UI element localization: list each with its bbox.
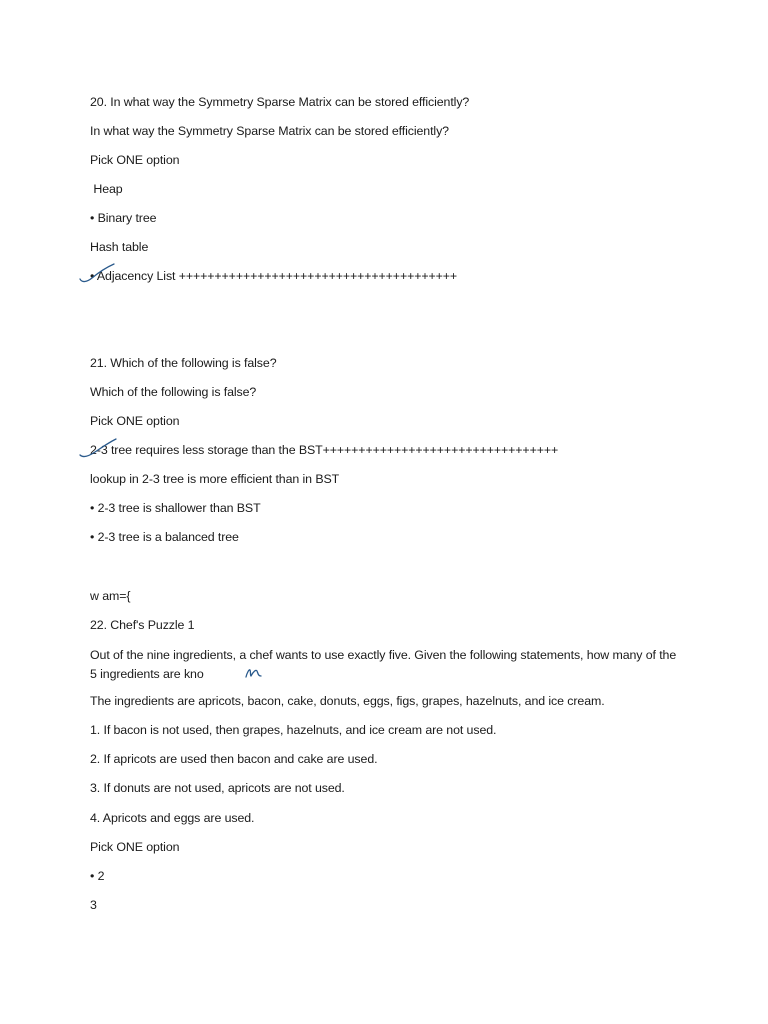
handwritten-n-mark	[244, 666, 266, 680]
question-22-title: 22. Chef's Puzzle 1	[90, 618, 195, 632]
question-21-text: Which of the following is false?	[90, 385, 257, 399]
stray-text: w am={	[90, 589, 131, 603]
question-22-text-content: Out of the nine ingredients, a chef wants to use exactly five. Given the following statements, how many of the 5 ingredients are kno	[90, 648, 677, 681]
question-21-option-3: • 2-3 tree is shallower than BST	[90, 501, 261, 515]
question-21-prompt: Pick ONE option	[90, 414, 180, 428]
question-22-ingredients: The ingredients are apricots, bacon, cake, donuts, eggs, figs, grapes, hazelnuts, and ice cream.	[90, 694, 605, 708]
question-22-statement-4: 4. Apricots and eggs are used.	[90, 811, 255, 825]
handwritten-check-mark	[78, 262, 118, 286]
question-22-option-2: 3	[90, 898, 97, 912]
question-21-option-1: 2-3 tree requires less storage than the BST+++++++++++++++++++++++++++++++++	[90, 443, 559, 457]
question-22-statement-3: 3. If donuts are not used, apricots are not used.	[90, 781, 345, 795]
question-22-text	[90, 646, 680, 684]
question-20-text: In what way the Symmetry Sparse Matrix can be stored efficiently?	[90, 124, 449, 138]
question-21-option-2: lookup in 2-3 tree is more efficient than in BST	[90, 472, 340, 486]
question-22-option-1: • 2	[90, 869, 105, 883]
question-22-statement-1: 1. If bacon is not used, then grapes, hazelnuts, and ice cream are not used.	[90, 723, 497, 737]
handwritten-check-mark	[78, 437, 120, 461]
question-20-title: 20. In what way the Symmetry Sparse Matrix can be stored efficiently?	[90, 95, 470, 109]
question-22-statement-2: 2. If apricots are used then bacon and cake are used.	[90, 752, 378, 766]
question-20-prompt: Pick ONE option	[90, 153, 180, 167]
question-20-option-2: • Binary tree	[90, 211, 157, 225]
question-22-prompt: Pick ONE option	[90, 840, 180, 854]
question-20-option-3: Hash table	[90, 240, 149, 254]
question-21-option-4: • 2-3 tree is a balanced tree	[90, 530, 239, 544]
question-20-option-1: Heap	[90, 182, 123, 196]
question-21-title: 21. Which of the following is false?	[90, 356, 277, 370]
question-20-option-4: • Adjacency List +++++++++++++++++++++++++++++++++++++++	[90, 269, 458, 283]
